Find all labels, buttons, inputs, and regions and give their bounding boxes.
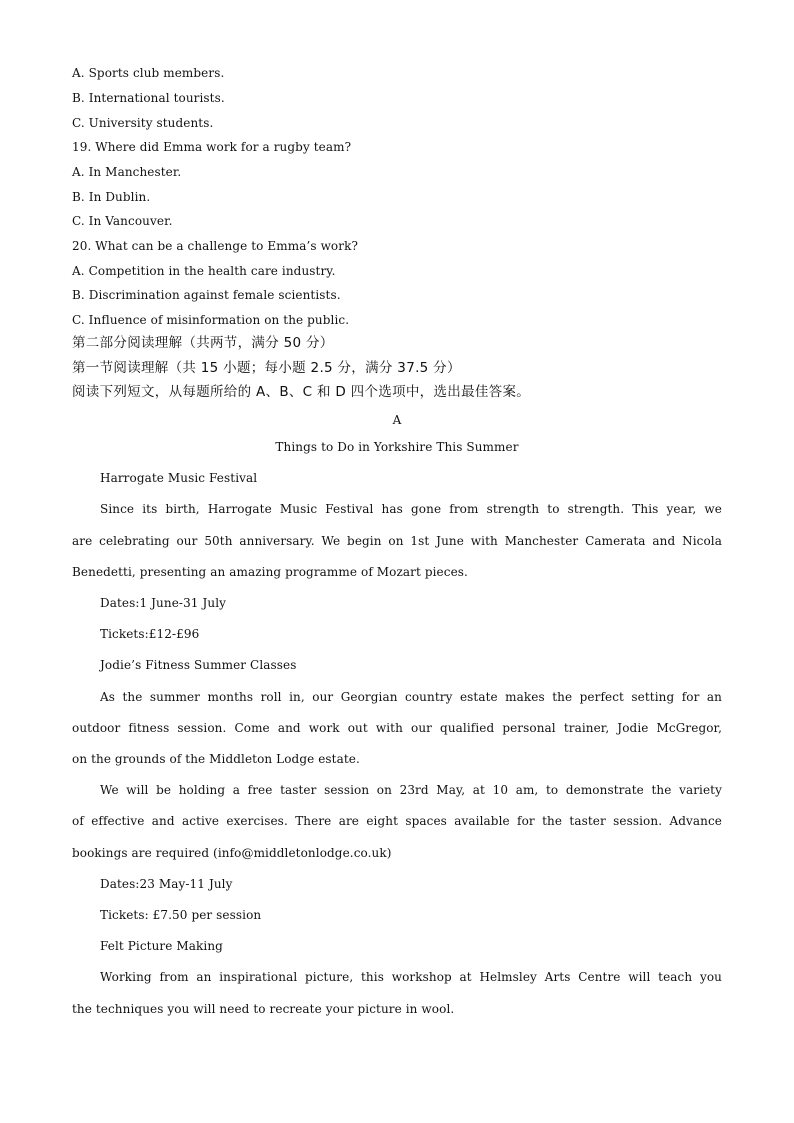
fitness-paragraph-line: outdoor fitness session. Come and work out with our qualified personal trainer, Jodie McGregor, (72, 721, 722, 735)
q18-option-a: A. Sports club members. (72, 66, 225, 80)
fitness-heading: Jodie’s Fitness Summer Classes (100, 658, 297, 672)
instruction: 阅读下列短文，从每题所给的 A、B、C 和 D 四个选项中，选出最佳答案。 (72, 384, 531, 400)
festival-paragraph-line: are celebrating our 50th anniversary. We begin on 1st June with Manchester Camerata and Nicola (72, 534, 722, 548)
q20-option-c: C. Influence of misinformation on the public. (72, 313, 350, 327)
fitness-paragraph-line: of effective and active exercises. There are eight spaces available for the taster session. Advance (72, 814, 722, 828)
q19-question: 19. Where did Emma work for a rugby team? (72, 140, 352, 154)
q19-option-c: C. In Vancouver. (72, 214, 173, 228)
q18-option-b: B. International tourists. (72, 91, 225, 105)
q19-option-a: A. In Manchester. (72, 165, 182, 179)
felt-heading: Felt Picture Making (100, 939, 223, 953)
festival-paragraph-line: Benedetti, presenting an amazing programme of Mozart pieces. (72, 565, 468, 579)
part-title: 第二部分阅读理解（共两节，满分 50 分） (72, 335, 334, 351)
q20-option-b: B. Discrimination against female scientists. (72, 288, 341, 302)
section-subtitle: 第一节阅读理解（共 15 小题；每小题 2.5 分，满分 37.5 分） (72, 360, 461, 376)
festival-heading: Harrogate Music Festival (100, 471, 258, 485)
fitness-tickets: Tickets: £7.50 per session (100, 908, 262, 922)
fitness-paragraph-line: As the summer months roll in, our Georgian country estate makes the perfect setting for an (100, 690, 722, 704)
festival-paragraph-line: Since its birth, Harrogate Music Festival has gone from strength to strength. This year, we (100, 502, 722, 516)
fitness-paragraph-line: We will be holding a free taster session on 23rd May, at 10 am, to demonstrate the variety (100, 783, 722, 797)
felt-paragraph-line: the techniques you will need to recreate your picture in wool. (72, 1002, 455, 1016)
felt-paragraph-line: Working from an inspirational picture, this workshop at Helmsley Arts Centre will teach you (100, 970, 722, 984)
q18-option-c: C. University students. (72, 116, 214, 130)
q20-question: 20. What can be a challenge to Emma’s work? (72, 239, 359, 253)
fitness-paragraph-line: on the grounds of the Middleton Lodge estate. (72, 752, 360, 766)
q20-option-a: A. Competition in the health care industry. (72, 264, 336, 278)
q19-option-b: B. In Dublin. (72, 190, 151, 204)
passage-title: Things to Do in Yorkshire This Summer (275, 440, 519, 454)
festival-tickets: Tickets:£12-£96 (100, 627, 200, 641)
festival-dates: Dates:1 June-31 July (100, 596, 227, 610)
fitness-paragraph-line: bookings are required (info@middletonlodge.co.uk) (72, 846, 392, 860)
fitness-dates: Dates:23 May-11 July (100, 877, 233, 891)
passage-letter: A (392, 413, 402, 427)
